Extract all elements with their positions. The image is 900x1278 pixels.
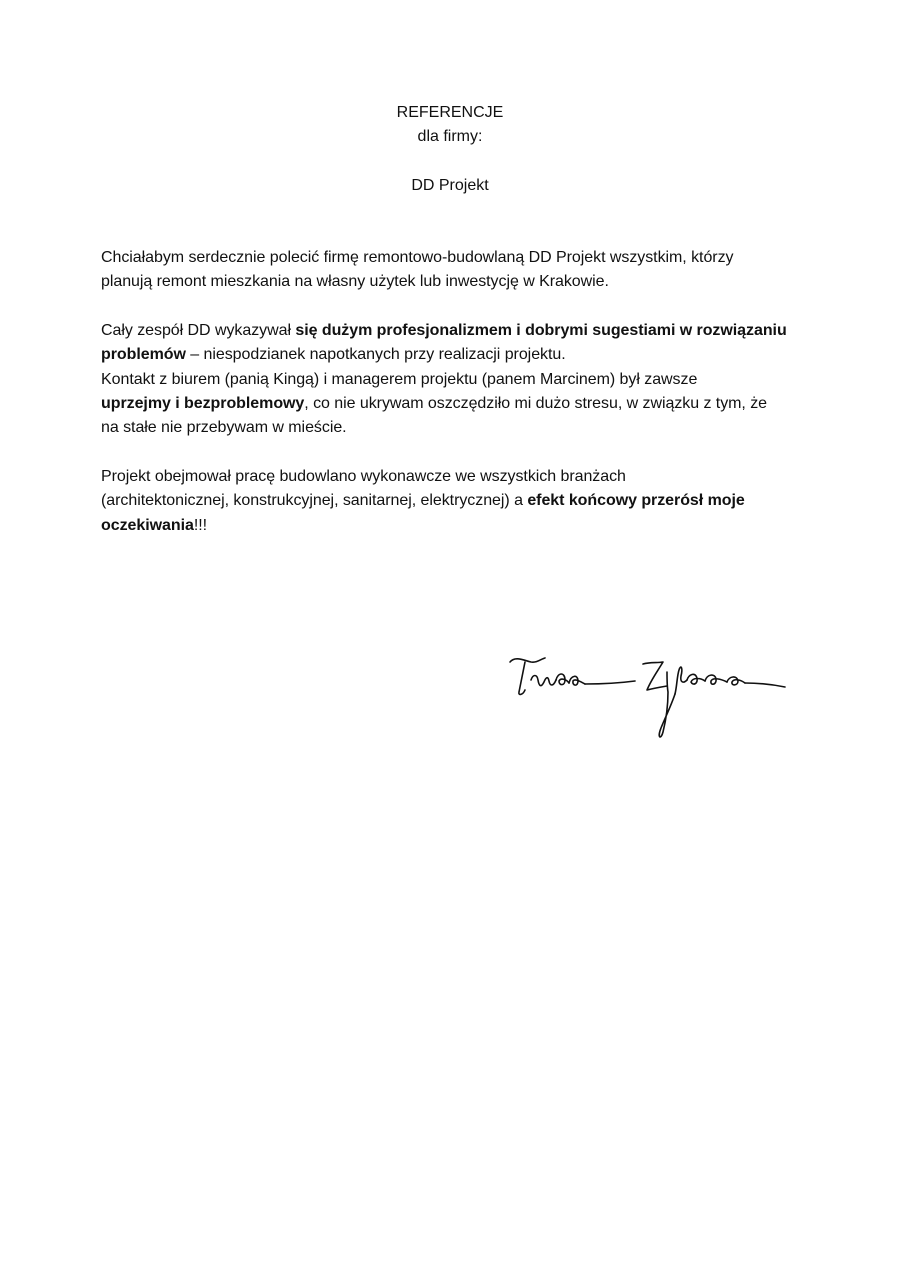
- paragraph-line: [101, 319, 821, 343]
- paragraph-line: na stałe nie przebywam w mieście.: [101, 419, 347, 437]
- text-plain: !!!: [193, 516, 208, 534]
- paragraph-line: [101, 343, 821, 367]
- document-subtitle: dla firmy:: [417, 128, 483, 145]
- paragraph-line: Projekt obejmował pracę budowlano wykonawcze we wszystkich branżach: [101, 468, 626, 486]
- document-title: REFERENCJE: [396, 104, 504, 121]
- handwritten-signature: [505, 650, 800, 750]
- text-plain: – niespodzianek napotkanych przy realizacji projektu.: [185, 346, 566, 364]
- paragraph-recommendation: [101, 246, 821, 295]
- paragraph-line: [101, 392, 821, 416]
- letter-body: [101, 246, 821, 562]
- company-name: DD Projekt: [411, 177, 489, 194]
- text-bold: problemów: [101, 346, 186, 364]
- text-plain: Cały zespół DD wykazywał: [101, 322, 296, 340]
- text-bold: się dużym profesjonalizmem i dobrymi sugestiami w rozwiązaniu: [295, 322, 787, 340]
- paragraph-team: [101, 319, 821, 440]
- paragraph-line: planują remont mieszkania na własny użytek lub inwestycję w Krakowie.: [101, 273, 609, 291]
- paragraph-line: Kontakt z biurem (panią Kingą) i managerem projektu (panem Marcinem) był zawsze: [101, 370, 698, 388]
- text-plain: , co nie ukrywam oszczędziło mi dużo stresu, w związku z tym, że: [304, 394, 768, 412]
- paragraph-line: [101, 514, 821, 538]
- text-bold: uprzejmy i bezproblemowy: [101, 394, 305, 412]
- paragraph-scope: [101, 465, 821, 538]
- paragraph-line: Chciałabym serdecznie polecić firmę remontowo-budowlaną DD Projekt wszystkim, którzy: [101, 249, 734, 266]
- text-bold: efekt końcowy przerósł moje: [527, 492, 745, 510]
- text-plain: (architektonicznej, konstrukcyjnej, sanitarnej, elektrycznej) a: [101, 492, 528, 510]
- paragraph-line: [101, 489, 821, 513]
- text-bold: oczekiwania: [101, 516, 194, 534]
